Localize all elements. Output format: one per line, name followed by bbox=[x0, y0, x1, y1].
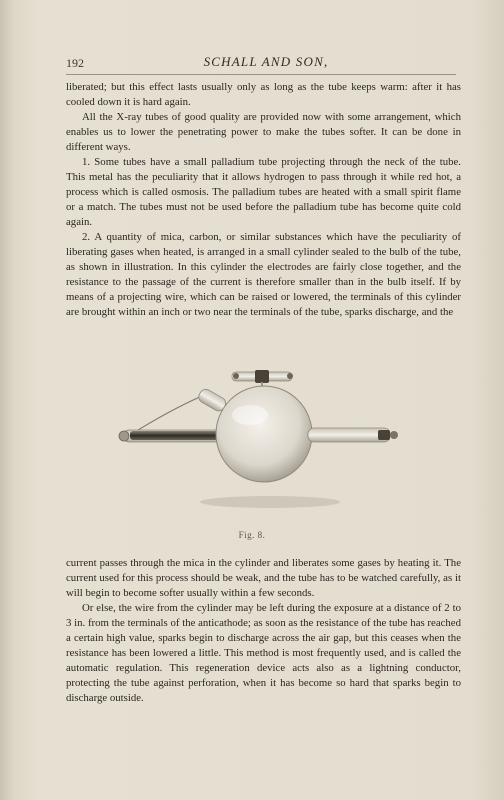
paragraph: All the X-ray tubes of good quality are provided now with some arrangement, which enables us to lower the penetrating power to make the tubes softer. It can be done in different ways. bbox=[66, 111, 461, 153]
figure-caption: Fig. 8. bbox=[238, 530, 266, 540]
paragraph: 1. Some tubes have a small palladium tube projecting through the neck of the tube. This metal has the peculiarity that it allows hydrogen to pass through it while red hot, a process which is called osmosis. The palladium tubes are heated with a small spirit flame or a match. The tubes must not be used before the palladium tube has become quite cold again. bbox=[66, 156, 461, 228]
page-number: 192 bbox=[66, 56, 84, 70]
paragraph: Or else, the wire from the cylinder may be left during the exposure at a distance of 2 to 3 in. from the terminals of the anticathode; as soon as the resistance of the tube has reached a certain high value, sparks begin to discharge across the air gap, but this ceases when the resistance has been lowered a little. This method is most frequently used, and is called the automatic regulation. This regeneration device acts also as a lightning conductor, protecting the tube against perforation, when it has become so hard that sparks begin to discharge outside. bbox=[66, 602, 461, 704]
xray-tube-illustration bbox=[110, 360, 410, 520]
body-text-top bbox=[66, 80, 461, 320]
paragraph: liberated; but this effect lasts usually only as long as the tube keeps warm: after it has cooled down it is hard again. bbox=[66, 81, 461, 108]
page-header bbox=[66, 52, 456, 75]
running-head: SCHALL AND SON, bbox=[203, 54, 329, 69]
body-text-bottom bbox=[66, 556, 461, 706]
paragraph: current passes through the mica in the cylinder and liberates some gases by heating it. The current used for this process should be weak, and the tube has to be watched carefully, as it will begin to become softer usually within a few seconds. bbox=[66, 557, 461, 599]
paragraph: 2. A quantity of mica, carbon, or similar substances which have the peculiarity of liberating gases when heated, is arranged in a small cylinder sealed to the bulb of the tube, as shown in illustration. In this cylinder the electrodes are fairly close together, and the resistance to the passage of the current is therefore smaller than in the bulb itself. If by means of a projecting wire, which can be raised or lowered, the terminals of this cylinder are brought within an inch or two near the terminals of the tube, sparks discharge, and the bbox=[66, 231, 461, 318]
